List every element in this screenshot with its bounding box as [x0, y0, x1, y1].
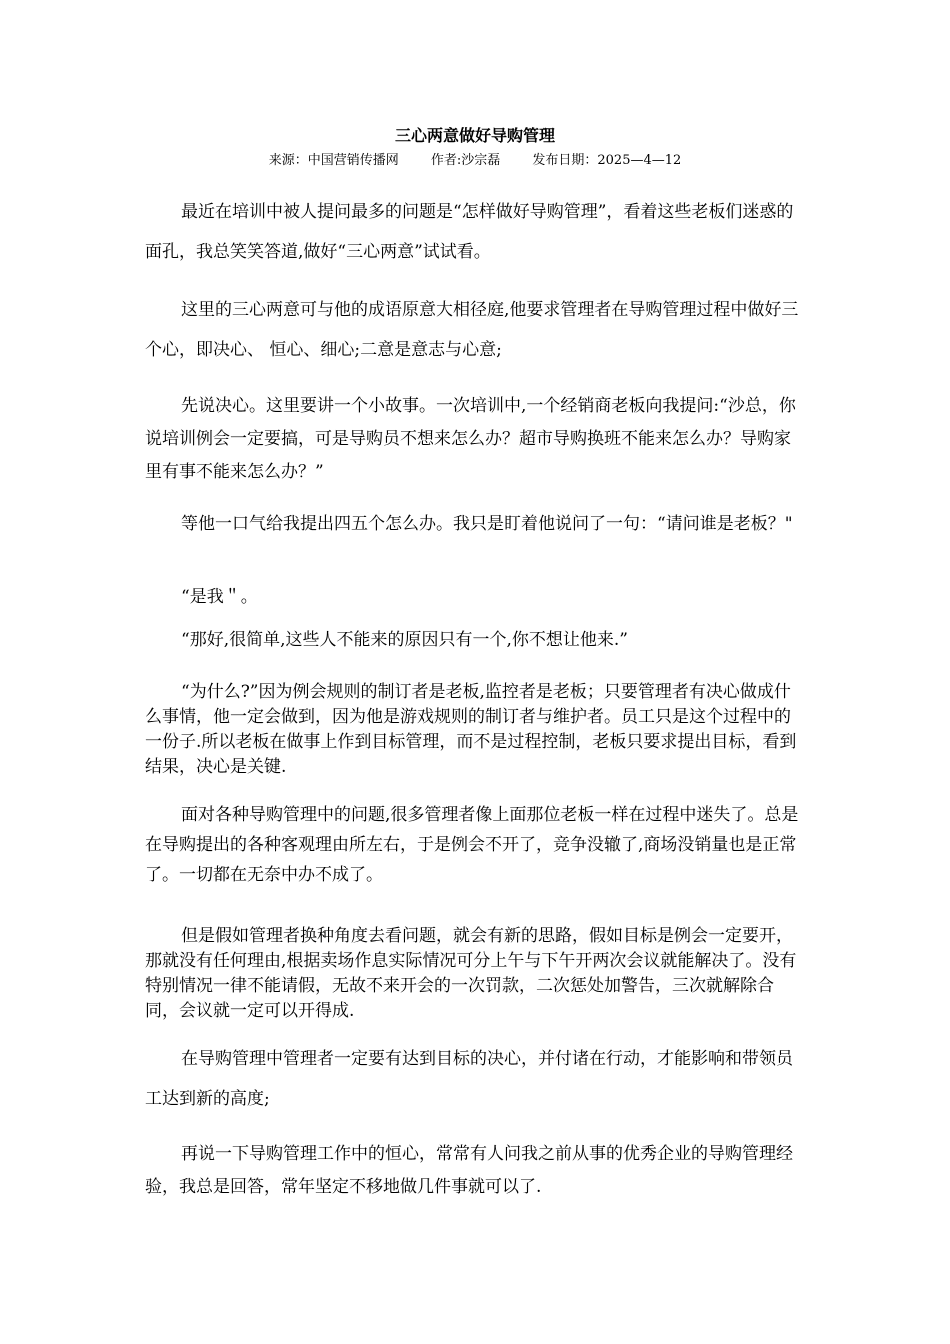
article-meta — [0, 152, 950, 170]
paragraph: 但是假如管理者换种角度去看问题，就会有新的思路，假如目标是例会一定要开，那就没有任何理由,根据卖场作息实际情况可分上午与下午开两次会议就能解决了。没有特别情况一律不能请假，无故不来开会的一次罚款，二次惩处加警告，三次就解除合同，会议就一定可以开得成. — [145, 926, 797, 1021]
paragraph: 面对各种导购管理中的问题,很多管理者像上面那位老板一样在过程中迷失了。总是在导购提出的各种客观理由所左右，于是例会不开了，竞争没辙了,商场没销量也是正常了。一切都在无奈中办不成了。 — [145, 805, 799, 885]
paragraph: 等他一口气给我提出四五个怎么办。我只是盯着他说问了一句：“请问谁是老板？" — [181, 514, 793, 534]
paragraph: 在导购管理中管理者一定要有达到目标的决心，并付诸在行动，才能影响和带领员工达到新的高度; — [145, 1049, 793, 1109]
paragraph: 先说决心。这里要讲一个小故事。一次培训中,一个经销商老板向我提问:“沙总，你说培训例会一定要搞，可是导购员不想来怎么办？超市导购换班不能来怎么办？导购家里有事不能来怎么办？” — [145, 396, 796, 482]
paragraph: “为什么?”因为例会规则的制订者是老板,监控者是老板；只要管理者有决心做成什么事情，他一定会做到，因为他是游戏规则的制订者与维护者。员工只是这个过程中的一份子.所以老板在做事上作到目标管理，而不是过程控制，老板只要求提出目标，看到结果，决心是关键. — [145, 682, 797, 777]
paragraph: “是我＂。 — [181, 587, 258, 607]
paragraph: 再说一下导购管理工作中的恒心，常常有人问我之前从事的优秀企业的导购管理经验，我总是回答，常年坚定不移地做几件事就可以了. — [145, 1144, 793, 1197]
author-label: 作者:沙宗磊 — [430, 153, 501, 168]
date-label: 发布日期：2025—4—12 — [532, 153, 682, 168]
paragraph: “那好,很简单,这些人不能来的原因只有一个,你不想让他来.” — [181, 630, 628, 650]
source-label: 来源：中国营销传播网 — [268, 153, 399, 168]
paragraph: 这里的三心两意可与他的成语原意大相径庭,他要求管理者在导购管理过程中做好三个心，即决心、 恒心、细心;二意是意志与心意; — [145, 300, 799, 360]
article-title: 三心两意做好导购管理 — [394, 126, 555, 145]
paragraph: 最近在培训中被人提问最多的问题是“怎样做好导购管理”，看着这些老板们迷惑的面孔，我总笑笑答道,做好“三心两意”试试看。 — [145, 202, 794, 262]
